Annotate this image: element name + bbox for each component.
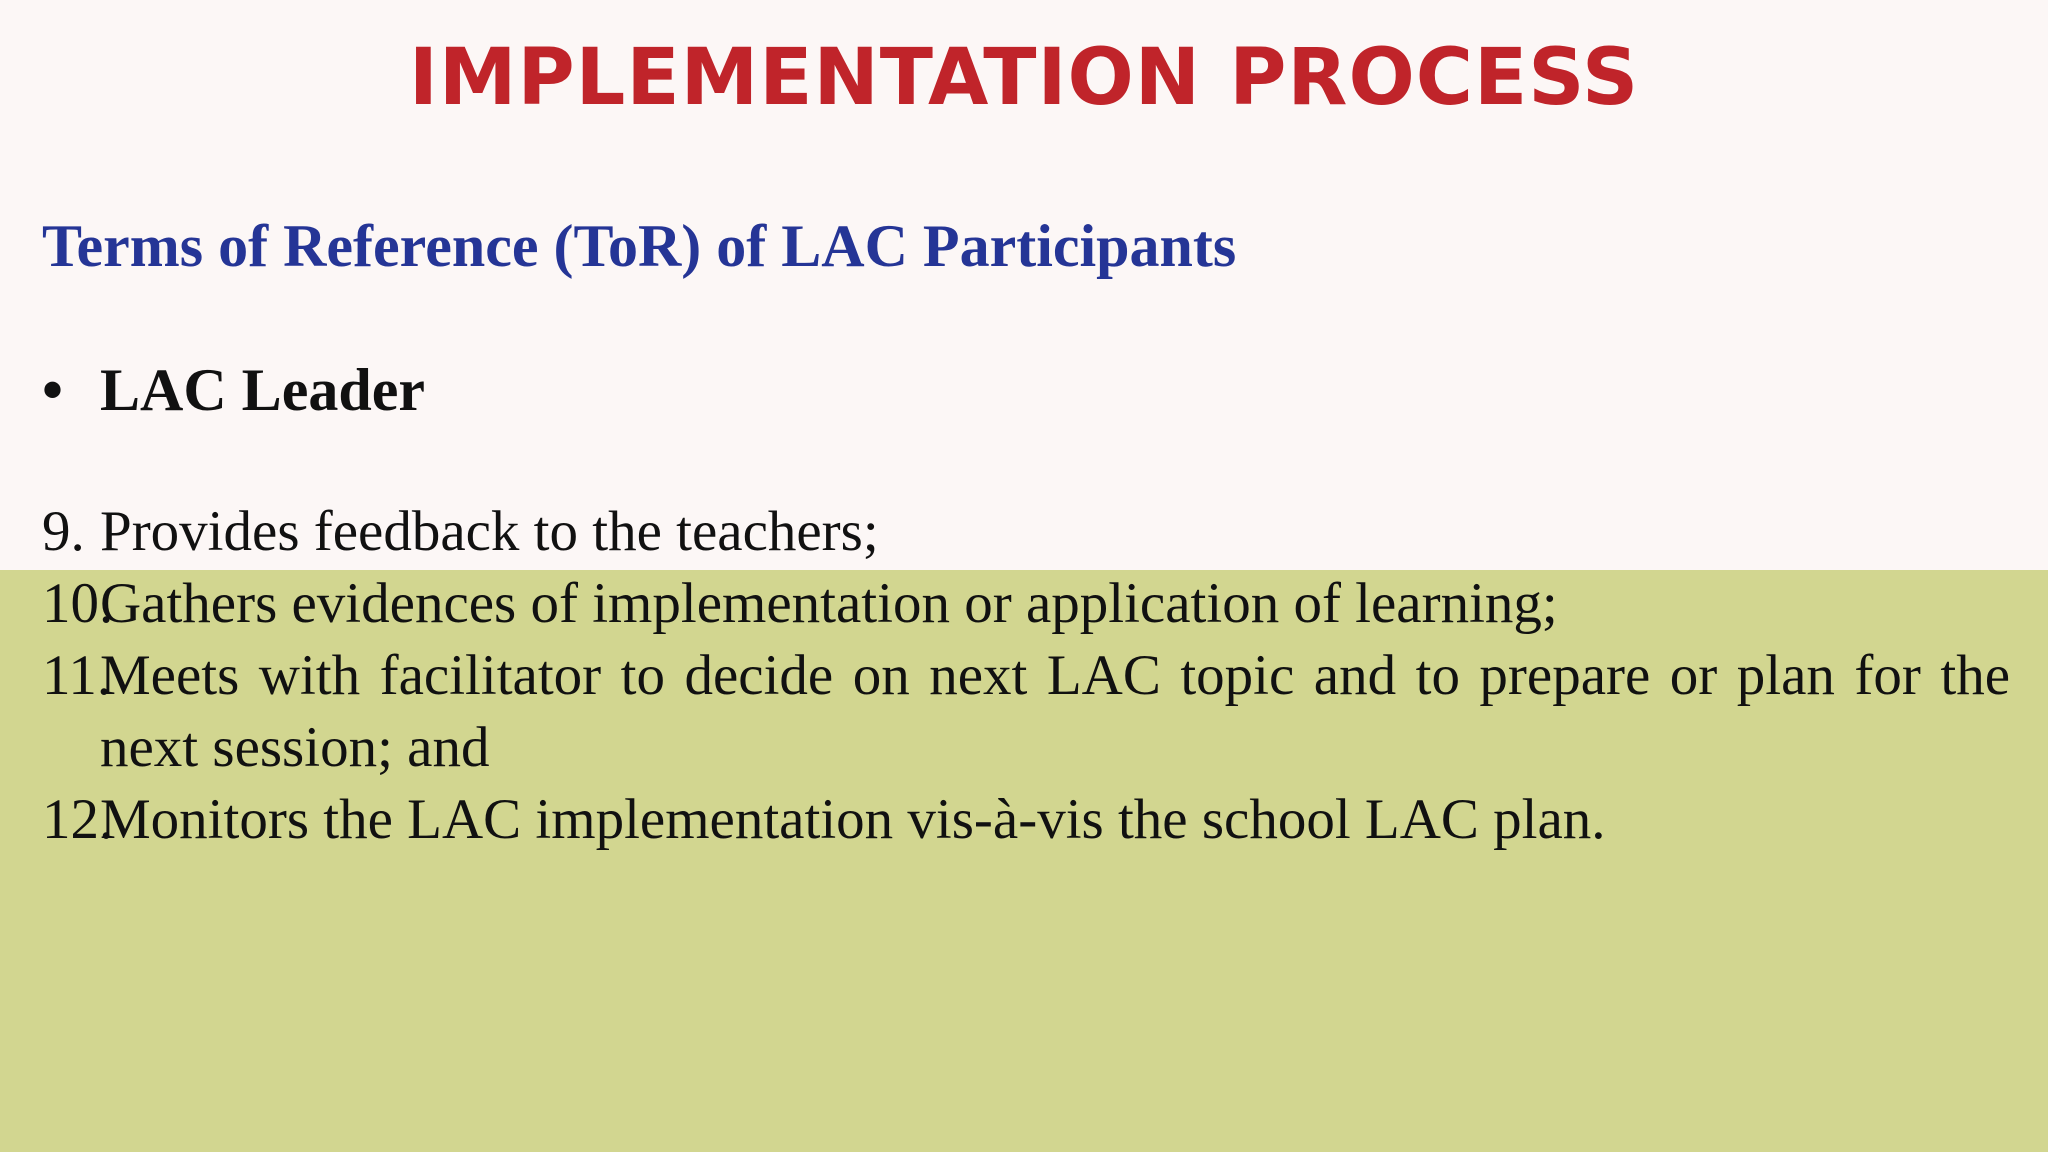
list-item [42, 640, 2010, 784]
bullet-dot-icon: • [42, 357, 64, 423]
list-item [42, 784, 2010, 856]
list-item-number: 12. [42, 788, 114, 851]
slide-title: IMPLEMENTATION PROCESS [408, 33, 1640, 123]
list-item-number: 10. [42, 572, 114, 635]
list-item-text: Monitors the LAC implementation vis-à-vis the school LAC plan. [100, 788, 1606, 851]
slide-subtitle: Terms of Reference (ToR) of LAC Participants [42, 213, 1237, 279]
list-item-text: Provides feedback to the teachers; [100, 500, 879, 563]
numbered-list [42, 496, 2010, 856]
list-item-number: 9. [42, 500, 85, 563]
list-item [42, 496, 2010, 568]
bullet-label: LAC Leader [100, 357, 425, 423]
list-item-text: Gathers evidences of implementation or application of learning; [100, 572, 1558, 635]
list-item-text: Meets with facilitator to decide on next LAC topic and to prepare or plan for the next session; and [100, 644, 2010, 779]
list-item-number: 11. [42, 644, 112, 707]
list-item [42, 568, 2010, 640]
bullet-heading [42, 352, 425, 428]
